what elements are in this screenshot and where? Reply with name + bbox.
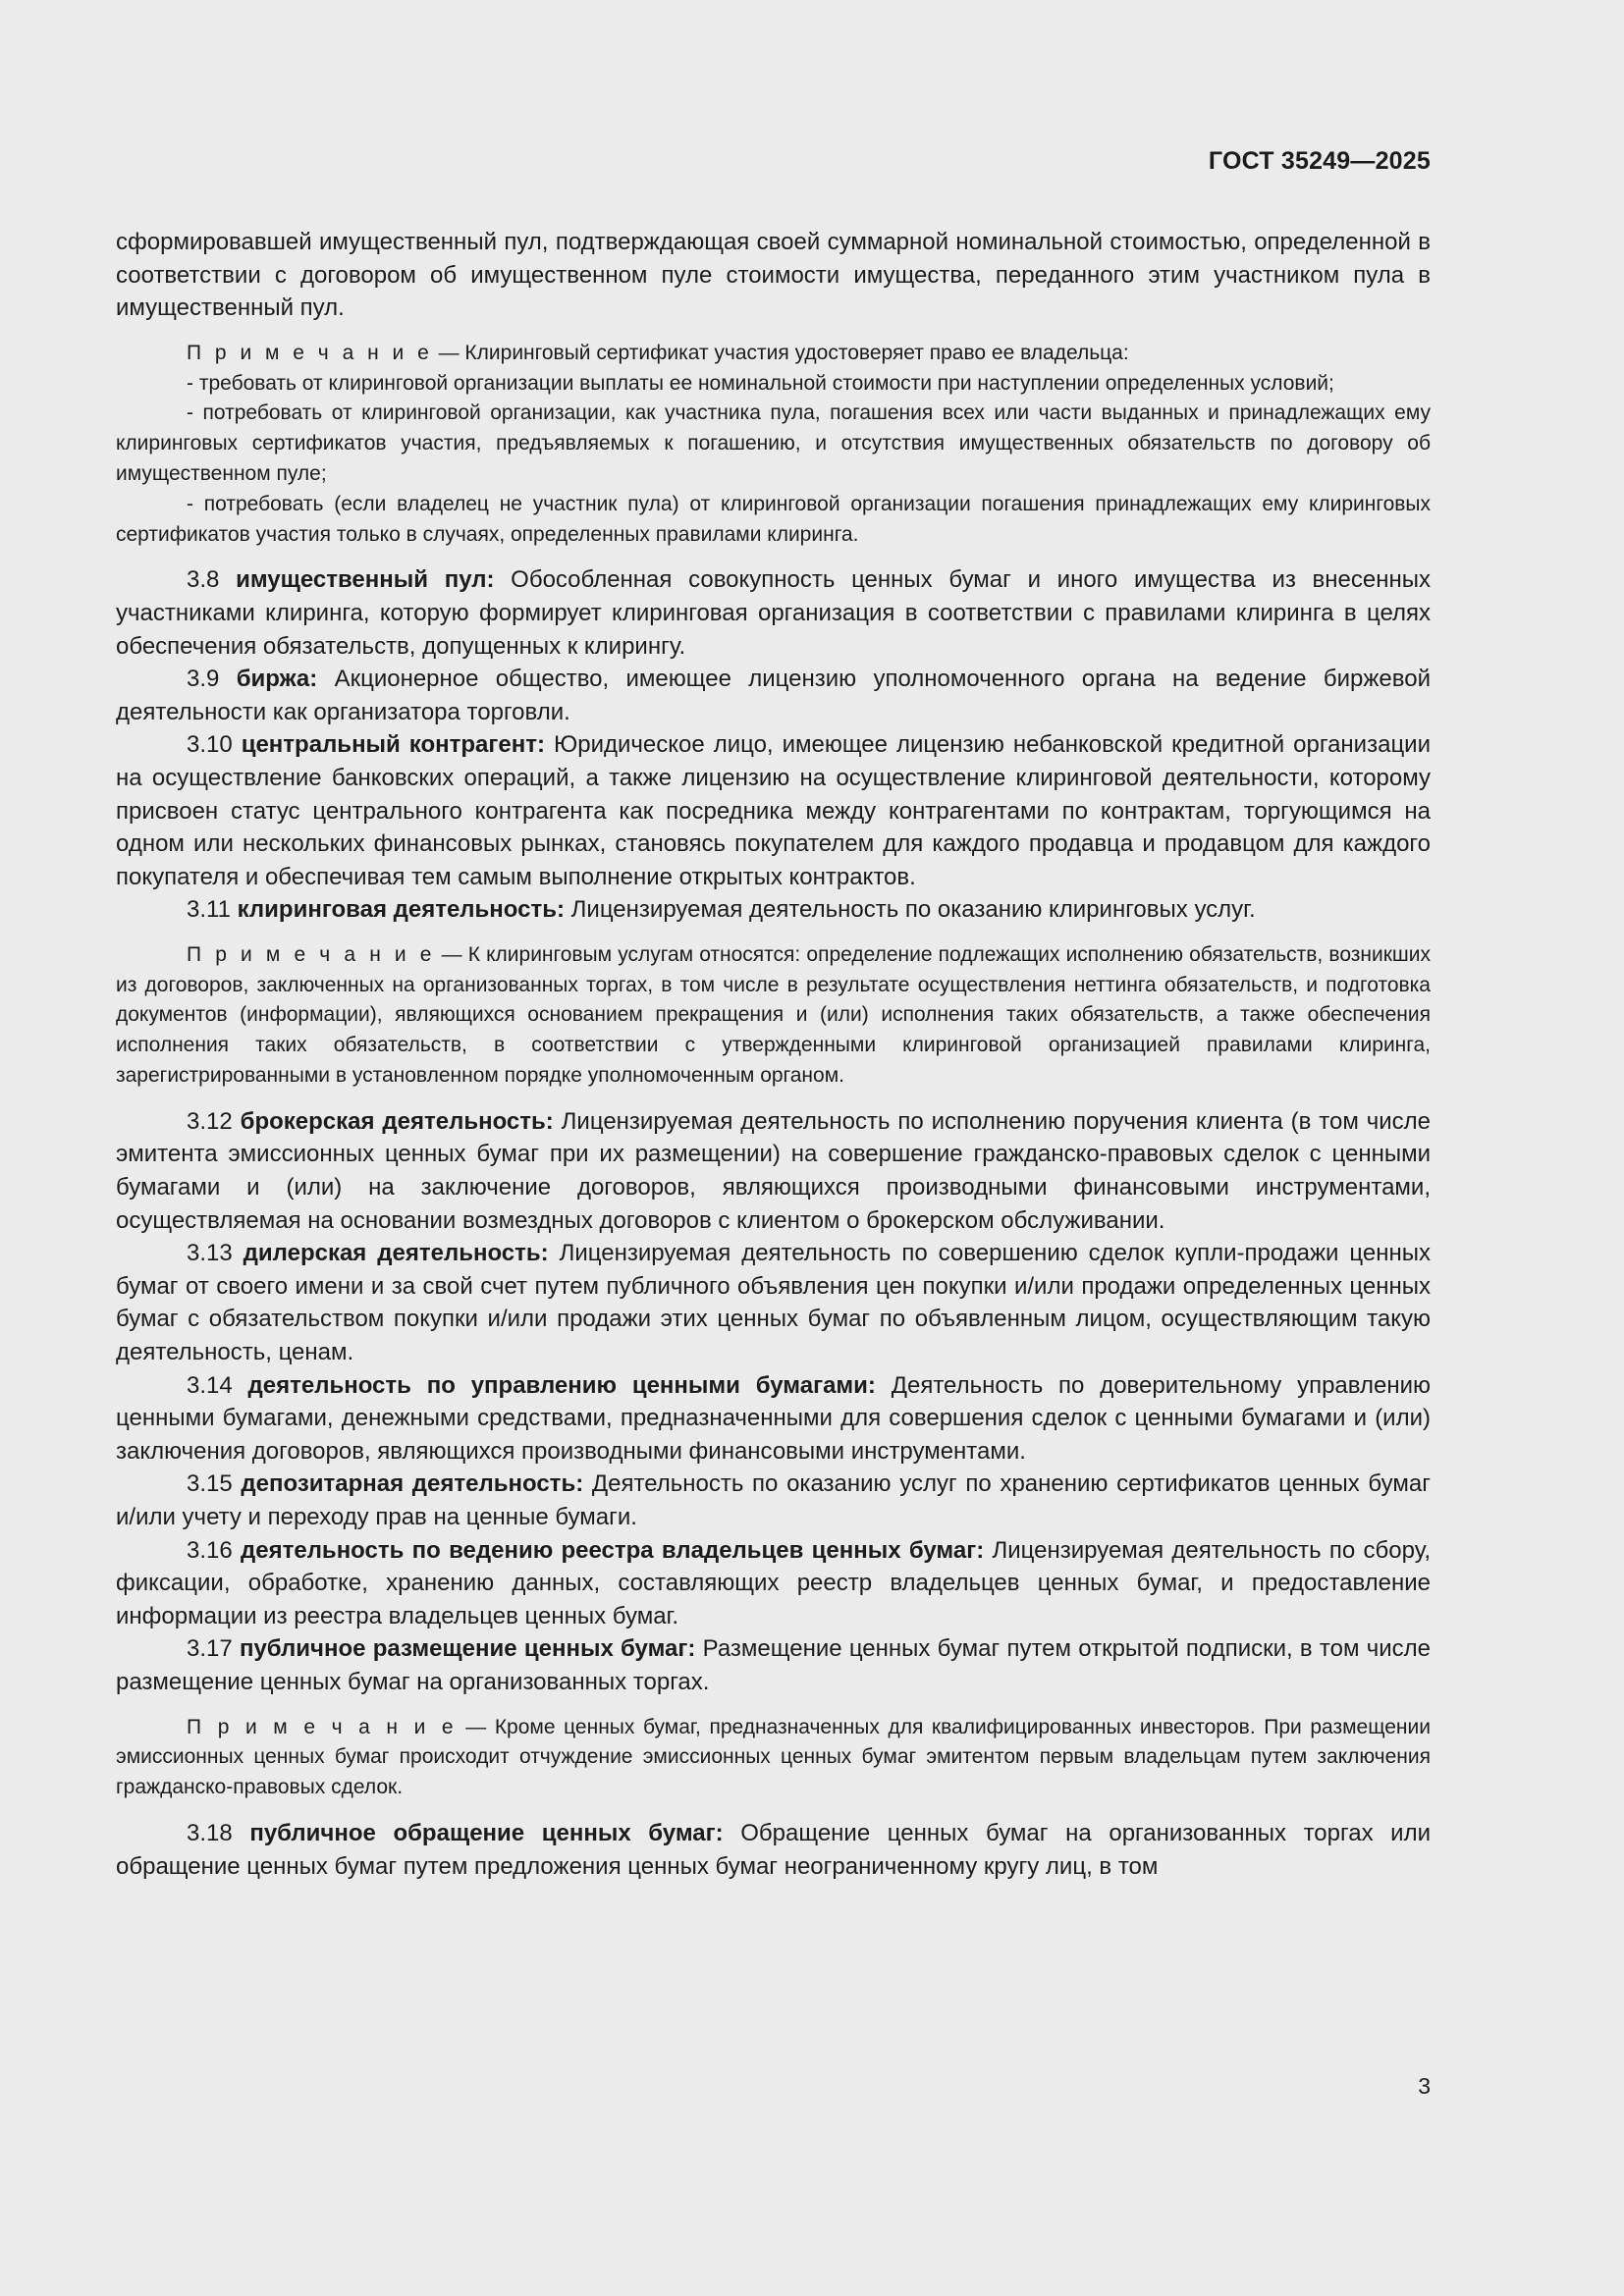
definition-term: деятельность по управлению ценными бумагами: bbox=[247, 1371, 876, 1399]
definition-term: деятельность по ведению реестра владельцев ценных бумаг: bbox=[241, 1536, 985, 1564]
definition-term: брокерская деятельность: bbox=[240, 1107, 554, 1135]
definition-number: 3.15 bbox=[187, 1470, 242, 1498]
definition-term: биржа: bbox=[236, 666, 318, 693]
definition-number: 3.14 bbox=[187, 1371, 248, 1399]
definition-term: депозитарная деятельность: bbox=[241, 1470, 584, 1498]
note-2-text bbox=[116, 940, 1431, 1092]
definition-3-11 bbox=[116, 893, 1431, 927]
note-1-item: - потребовать (если владелец не участник пула) от клиринговой организации погашения принадлежащих ему клиринговых сертификатов участия только в случаях, определенных правилами клиринга. bbox=[116, 492, 1431, 546]
definition-text: Деятельность по оказанию услуг по хранению сертификатов ценных бумаг и/или учету и переходу прав на ценные бумаги. bbox=[116, 1470, 1431, 1530]
definition-text: Обособленная совокупность ценных бумаг и иного имущества из внесенных участниками клиринга, которую формирует клиринговая организация в соответствии с правилами клиринга в целях обеспечения обязательств, допущенных к клирингу. bbox=[116, 566, 1432, 660]
definition-text: Деятельность по доверительному управлению ценными бумагами, денежными средствами, предназначенными для совершения сделок с ценными бумагами и (или) заключения договоров, являющихся производными финансовыми инструментами. bbox=[116, 1371, 1431, 1465]
definition-text: Лицензируемая деятельность по совершению сделок купли-продажи ценных бумаг от своего имени и за свой счет путем публичного объявления цен покупки и/или продажи определенных ценных бумаг с обязательством покупки и/или продажи этих ценных бумаг по объявленным лицом, осуществляющим такую деятельность, ценам. bbox=[116, 1240, 1431, 1366]
definition-3-14 bbox=[116, 1369, 1431, 1468]
definition-text: Акционерное общество, имеющее лицензию уполномоченного органа на ведение биржевой деятельности как организатора торговли. bbox=[116, 666, 1432, 725]
definition-term: клиринговая деятельность: bbox=[237, 896, 565, 924]
document-header-code: ГОСТ 35249—2025 bbox=[1208, 147, 1431, 175]
note-label: П р и м е ч а н и е bbox=[187, 341, 433, 364]
definition-term: имущественный пул: bbox=[236, 566, 495, 594]
definition-term: центральный контрагент: bbox=[241, 731, 545, 759]
definition-number: 3.16 bbox=[187, 1536, 241, 1564]
note-3-text bbox=[116, 1713, 1431, 1803]
definition-text: Лицензируемая деятельность по оказанию клиринговых услуг. bbox=[565, 896, 1256, 924]
definition-3-17 bbox=[116, 1632, 1431, 1698]
document-body bbox=[116, 226, 1431, 1883]
definition-3-16 bbox=[116, 1534, 1431, 1633]
definition-number: 3.13 bbox=[187, 1240, 244, 1267]
definition-3-18 bbox=[116, 1817, 1431, 1883]
note-1-item: - требовать от клиринговой организации выплаты ее номинальной стоимости при наступлении определенных условий; bbox=[187, 371, 1334, 395]
page-number: 3 bbox=[1418, 2073, 1431, 2099]
definition-number: 3.8 bbox=[187, 566, 237, 594]
note-3 bbox=[116, 1713, 1431, 1803]
note-2 bbox=[116, 940, 1431, 1092]
note-1-lead-text: — Клиринговый сертификат участия удостоверяет право ее владельца: bbox=[432, 341, 1129, 364]
definition-term: дилерская деятельность: bbox=[243, 1240, 549, 1267]
note-3-lead-text: — Кроме ценных бумаг, предназначенных для квалифицированных инвесторов. При размещении эмиссионных ценных бумаг происходит отчуждение эмиссионных ценных бумаг эмитентом первым владельцам путем заключения гражданско-правовых сделок. bbox=[116, 1715, 1431, 1799]
definition-number: 3.11 bbox=[187, 896, 238, 924]
definition-3-8 bbox=[116, 563, 1431, 663]
note-label: П р и м е ч а н и е bbox=[187, 1715, 458, 1738]
definition-3-12 bbox=[116, 1105, 1431, 1237]
definition-3-10 bbox=[116, 728, 1431, 893]
definition-3-15 bbox=[116, 1468, 1431, 1533]
definition-number: 3.18 bbox=[187, 1819, 250, 1846]
intro-paragraph: сформировавшей имущественный пул, подтверждающая своей суммарной номинальной стоимостью, определенной в соответствии с договором об имущественном пуле стоимости имущества, переданного этим участником пула в имущественный пул. bbox=[116, 229, 1431, 322]
definition-number: 3.9 bbox=[187, 666, 237, 693]
definition-text: Размещение ценных бумаг путем открытой подписки, в том числе размещение ценных бумаг на организованных торгах. bbox=[116, 1635, 1431, 1695]
definition-text: Обращение ценных бумаг на организованных торгах или обращение ценных бумаг путем предложения ценных бумаг неограниченному кругу лиц, в том bbox=[116, 1819, 1431, 1880]
definition-text: Лицензируемая деятельность по сбору, фиксации, обработке, хранению данных, составляющих реестр владельцев ценных бумаг, и предоставление информации из реестра владельцев ценных бумаг. bbox=[116, 1536, 1431, 1629]
definition-number: 3.12 bbox=[187, 1107, 241, 1135]
note-1-lead bbox=[116, 339, 1431, 369]
definition-3-13 bbox=[116, 1237, 1431, 1368]
definition-3-9 bbox=[116, 663, 1431, 728]
definition-text: Лицензируемая деятельность по исполнению поручения клиента (в том числе эмитента эмиссионных ценных бумаг при их размещении) на совершение гражданско-правовых сделок с ценными бумагами и (или) на заключение договоров, являющихся производными финансовыми инструментами, осуществляемая на основании возмездных договоров с клиентом о брокерском обслуживании. bbox=[116, 1107, 1431, 1234]
definition-number: 3.17 bbox=[187, 1635, 240, 1663]
note-2-lead-text: — К клиринговым услугам относятся: определение подлежащих исполнению обязательств, возникших из договоров, заключенных на организованных торгах, в том числе в результате осуществления неттинга обязательств, и подготовка документов (информации), являющихся основанием прекращения и (или) исполнения таких обязательств, а также обеспечения исполнения таких обязательств, в соответствии с утвержденными клиринговой организацией правилами клиринга, зарегистрированными в установленном порядке уполномоченным органом. bbox=[116, 942, 1431, 1088]
note-label: П р и м е ч а н и е bbox=[187, 942, 436, 966]
note-1-item: - потребовать от клиринговой организации, как участника пула, погашения всех или части выданных и принадлежащих ему клиринговых сертификатов участия, предъявляемых к погашению, и отсутствия имущественных обязательств по договору об имущественном пуле; bbox=[116, 401, 1431, 485]
definition-term: публичное обращение ценных бумаг: bbox=[249, 1819, 724, 1846]
definition-text: Юридическое лицо, имеющее лицензию небанковской кредитной организации на осуществление банковских операций, а также лицензию на осуществление клиринговой деятельности, которому присвоен статус центрального контрагента как посредника между контрагентами по контрактам, торгующимся на одном или нескольких финансовых рынках, становясь покупателем для каждого продавца и продавцом для каждого покупателя и обеспечивая тем самым выполнение открытых контрактов. bbox=[116, 731, 1431, 890]
definition-term: публичное размещение ценных бумаг: bbox=[239, 1635, 696, 1663]
note-1 bbox=[116, 339, 1431, 551]
definition-number: 3.10 bbox=[187, 731, 242, 759]
